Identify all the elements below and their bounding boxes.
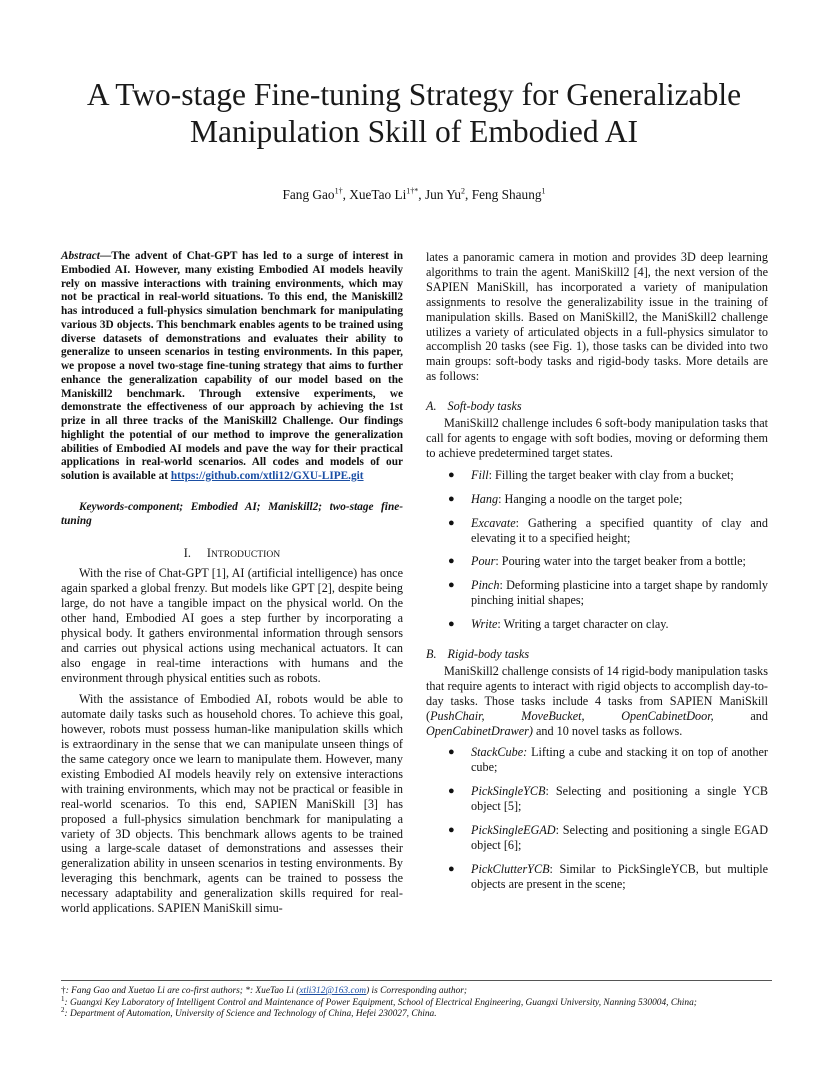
- title-line-1: A Two-stage Fine-tuning Strategy for Generalizable: [86, 77, 742, 112]
- task-description: : Pouring water into the target beaker from a bottle;: [495, 554, 746, 569]
- footnote-3: [61, 1006, 772, 1021]
- intro-paragraph-1: With the rise of Chat-GPT [1], AI (artificial intelligence) has once again sparked a global frenzy. But models like GPT [2], despite being large, do not have a tangible impact on the physical world. On the other hand, Embodied AI goes a step further by incorporating a physical body. It gathers environmental information through sensors and carries out physical actions using mechanical actuators. It can also engage in real-time interactions with humans and the environment through physical entities such as robots.: [61, 566, 403, 685]
- task-description: : Selecting and positioning a single YCB object [5];: [471, 784, 768, 814]
- intro-paragraph-2: With the assistance of Embodied AI, robots would be able to automate daily tasks such as household chores. To achieve this goal, however, robots must possess human-like manipulation skills which is extraordinary in the sense that we can manipulate unseen things of the same category once we learn to manipulate them. However, many existing Embodied AI models heavily rely on extensive interactions with training environments, which may not be practical or feasible in real-world scenarios. To this end, SAPIEN ManiSkill [3] has proposed a full-physics simulation benchmark for manipulating a variety of 3D objects. This benchmark allows agents to be trained using a large-scale dataset of demonstrations and assesses their generalization ability in unseen scenarios in testing environments. By leveraging this benchmark, agents can be trained to possess the necessary adaptability and generalization skills required for real-world applications. SAPIEN ManiSkill simu-: [61, 692, 403, 916]
- author-name: Fang Gao: [282, 187, 335, 202]
- section-number: I.: [183, 546, 191, 561]
- list-item: [426, 745, 768, 775]
- task-description: : Hanging a noodle on the target pole;: [498, 491, 683, 506]
- footnote-text: : Guangxi Key Laboratory of Intelligent Control and Maintenance of Power Equipment, School of Electrical Engineering, Guangxi University, Nanning 530004, China;: [64, 997, 697, 1008]
- footnote-text: : Fang Gao and Xuetao Li are co-first authors; *: XueTao Li (: [65, 986, 300, 996]
- task-description: : Gathering a specified quantity of clay and elevating it to a specified height;: [471, 515, 768, 545]
- left-column: [61, 250, 403, 916]
- keywords: Keywords-component; Embodied AI; Maniskill2; two-stage fine-tuning: [61, 500, 403, 527]
- footnote-mark: 1: [61, 994, 65, 1003]
- task-names: PushChair, MoveBucket, OpenCabinetDoor,: [430, 708, 751, 723]
- bullet-icon: ●: [448, 618, 455, 631]
- author-name: Jun Yu: [424, 187, 462, 202]
- task-name: PickSingleYCB: [471, 784, 546, 799]
- bullet-icon: ●: [448, 555, 455, 568]
- author-affiliation: 1†: [334, 186, 343, 196]
- code-link[interactable]: https://github.com/xtli12/GXU-LIPE.git: [170, 470, 364, 482]
- subsection-heading-rigid-body: [426, 647, 768, 662]
- section-title-initial: I: [206, 546, 211, 561]
- subsection-heading-soft-body: [426, 399, 768, 414]
- author-affiliation: 2: [461, 186, 466, 196]
- list-item: [426, 617, 768, 632]
- task-name: Pinch: [471, 578, 500, 593]
- bullet-icon: ●: [448, 824, 455, 837]
- task-description: : Deforming plasticine into a target shape by randomly pinching initial shapes;: [471, 578, 768, 608]
- task-name: Pour: [471, 554, 496, 569]
- title-line-2: Manipulation Skill of Embodied AI: [190, 114, 638, 149]
- section-heading-introduction: [61, 546, 403, 563]
- bullet-icon: ●: [448, 468, 455, 481]
- list-item: [426, 492, 768, 507]
- right-column: [426, 250, 768, 901]
- bullet-icon: ●: [448, 785, 455, 798]
- abstract: [61, 250, 403, 484]
- bullet-icon: ●: [448, 862, 455, 875]
- author-affiliation: 1†*: [406, 186, 419, 196]
- task-description: : Selecting and positioning a single EGAD object [6];: [471, 823, 768, 852]
- abstract-lead: Abstract: [61, 250, 100, 262]
- author-affiliation: 1: [541, 186, 546, 196]
- task-name: Fill: [471, 467, 489, 482]
- section-title-rest: NTRODUCTION: [210, 549, 281, 561]
- rigid-body-text-end: and 10 novel tasks as follows.: [532, 723, 683, 738]
- intro-paragraph-continued: lates a panoramic camera in motion and provides 3D deep learning algorithms to train the agent. ManiSkill2 [4], the next version of the SAPIEN ManiSkill, has incorporated a variety of manipulation assignments to resolve the generalizability issue in the training of manipulation skills. Based on ManiSkill2, the ManiSkill2 challenge utilizes a variety of articulated objects in a full-physics simulator to accomplish 20 tasks (see Fig. 1), those tasks can be divided into two main groups: soft-body tasks and rigid-body tasks. More details are as follows:: [426, 250, 768, 384]
- footnote-1: [61, 986, 772, 998]
- footnote-text-end: ) is Corresponding author;: [366, 986, 468, 996]
- rigid-body-text: ManiSkill2 challenge consists of 14 rigid-body manipulation tasks that require agents to interact with rigid objects to accomplish day-to-day tasks. Those tasks include 4 tasks from SAPIEN ManiSkill (: [426, 663, 768, 723]
- task-name: PickClutterYCB: [471, 861, 550, 876]
- list-item: [426, 823, 768, 853]
- conjunction: and: [750, 708, 768, 723]
- task-name: Hang: [471, 491, 499, 506]
- bullet-icon: ●: [448, 579, 455, 592]
- task-name: StackCube:: [471, 745, 528, 760]
- soft-body-paragraph: ManiSkill2 challenge includes 6 soft-body manipulation tasks that call for agents to engage with soft bodies, moving or deforming them to achieve predetermined target states.: [426, 416, 768, 460]
- list-item: [426, 784, 768, 814]
- footnotes: [61, 980, 772, 1021]
- author-list: Fang Gao$^{1\dagger}$, XueTao $Li^{1\dagger*}$, Jun Yu$^2$, Feng Shaung$^1$: [282, 186, 546, 202]
- task-description: Lifting a cube and stacking it on top of another cube;: [471, 745, 768, 775]
- paper-title: [0, 76, 828, 150]
- task-description: : Filling the target beaker with clay from a bucket;: [488, 467, 734, 482]
- author-name: XueTao Li: [349, 187, 407, 202]
- soft-body-task-list: [426, 468, 768, 632]
- bullet-icon: ●: [448, 492, 455, 505]
- task-description: : Writing a target character on clay.: [497, 617, 669, 632]
- email-link[interactable]: xtli312@163.com: [299, 986, 367, 996]
- rigid-body-task-list: [426, 745, 768, 891]
- footnote-mark: 2: [61, 1006, 65, 1015]
- task-name: Write: [471, 617, 498, 632]
- task-name: PickSingleEGAD: [471, 823, 556, 838]
- list-item: [426, 578, 768, 608]
- footnote-2: [61, 994, 772, 1010]
- subsection-title: Soft-body tasks: [447, 399, 522, 414]
- subsection-letter: B.: [426, 647, 437, 662]
- task-name-last: OpenCabinetDrawer): [426, 723, 533, 738]
- task-name: Excavate: [471, 515, 516, 530]
- list-item: [426, 554, 768, 569]
- subsection-letter: A.: [426, 399, 437, 414]
- author-name: Feng Shaung: [471, 187, 542, 202]
- task-description: : Similar to PickSingleYCB, but multiple objects are present in the scene;: [471, 861, 768, 891]
- bullet-icon: ●: [448, 746, 455, 759]
- abstract-text: —The advent of Chat-GPT has led to a surge of interest in Embodied AI. However, many existing Embodied AI models heavily rely on massive interactions with training environments, which may not be practical in real-world situations. To this end, the Maniskill2 has introduced a full-physics simulation benchmark for manipulating various 3D objects. This benchmark enables agents to be trained using diverse datasets of demonstrations and evaluates their ability to generalize to unseen scenarios in testing environments. In this paper, we propose a novel two-stage fine-tuning strategy that aims to further enhance the generalization capability of our model based on the Maniskill2 benchmark. Through extensive experiments, we demonstrate the effectiveness of our approach by achieving the 1st prize in all three tracks of the ManiSkill2 Challenge. Our findings highlight the potential of our method to improve the generalization abilities of Embodied AI models and pave the way for their practical applications in real-world scenarios. All codes and models of our solution is available at: [61, 250, 403, 482]
- list-item: [426, 468, 768, 483]
- list-item: [426, 516, 768, 546]
- subsection-title: Rigid-body tasks: [447, 647, 530, 662]
- rigid-body-paragraph: [426, 664, 768, 739]
- bullet-icon: ●: [448, 516, 455, 529]
- footnote-text: : Department of Automation, University of Science and Technology of China, Hefei 230027, China.: [64, 1009, 437, 1020]
- list-item: [426, 862, 768, 892]
- footnote-mark: †: [61, 986, 66, 996]
